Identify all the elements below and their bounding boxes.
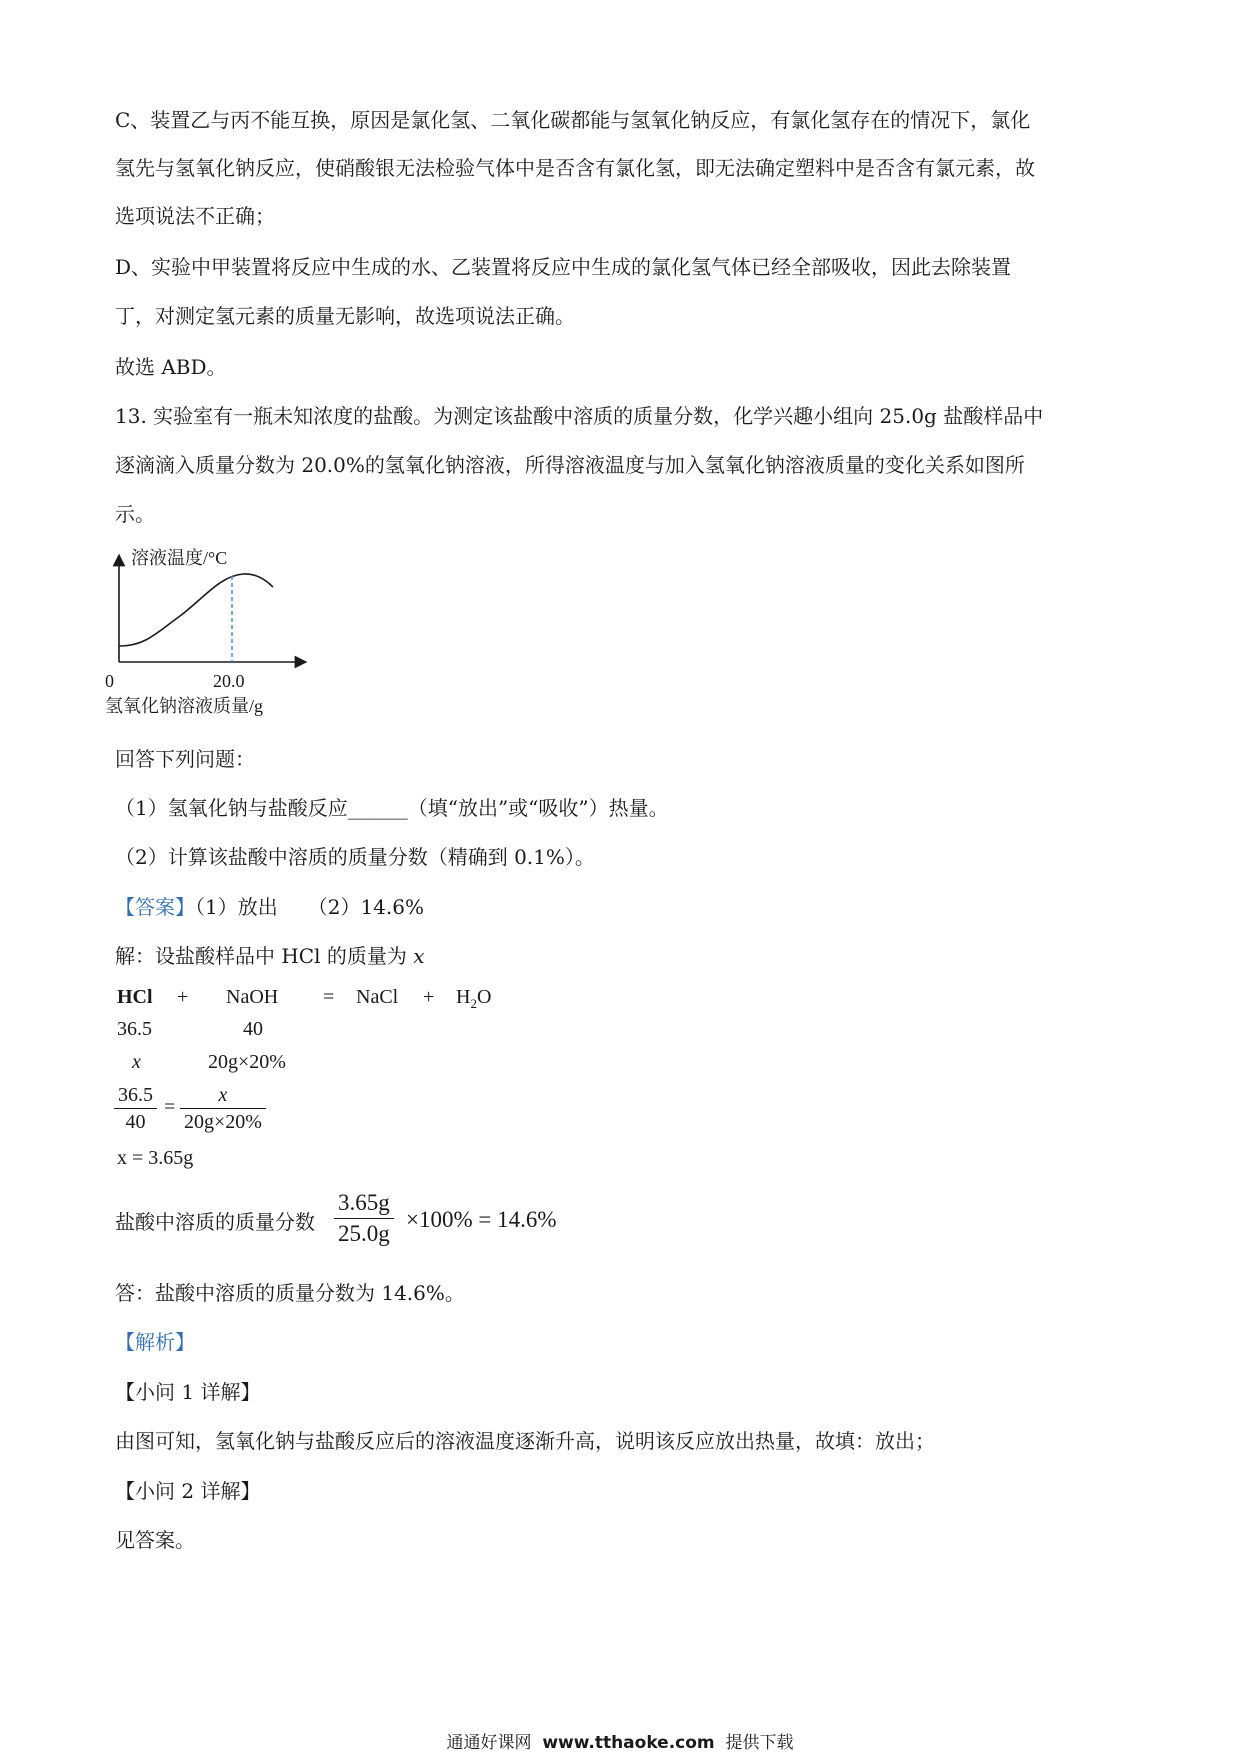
eq-plus-2: + bbox=[423, 986, 435, 1008]
question-13-line-1: 13. 实验室有一瓶未知浓度的盐酸。为测定该盐酸中溶质的质量分数，化学兴趣小组向 25.0g 盐酸样品中 bbox=[115, 404, 1044, 428]
ratio-equals: = bbox=[164, 1096, 176, 1118]
option-d-line-2: 丁，对测定氢元素的质量无影响，故选项说法正确。 bbox=[115, 304, 575, 328]
result-x: x = 3.65g bbox=[117, 1147, 194, 1169]
conclusion: 答：盐酸中溶质的质量分数为 14.6%。 bbox=[115, 1281, 465, 1305]
answer-text: （1）放出 （2）14.6% bbox=[195, 895, 424, 919]
footer-suffix: 提供下载 bbox=[725, 1733, 794, 1753]
ratio-fraction-left: $\frac{36.5}{40}$ bbox=[114, 1083, 157, 1134]
eq-var-x: x bbox=[132, 1051, 141, 1073]
solution-intro: 解：设盐酸样品中 HCl 的质量为 x bbox=[115, 944, 425, 968]
temperature-curve bbox=[119, 574, 273, 646]
option-c-line-3: 选项说法不正确； bbox=[115, 204, 275, 228]
temperature-curve-figure bbox=[105, 542, 335, 717]
eq-naoh: NaOH bbox=[226, 986, 279, 1008]
ratio-fraction-right: $\frac{x}{20g\times 20\%}$ bbox=[180, 1083, 266, 1134]
eq-equals: = bbox=[323, 986, 335, 1008]
question-13-line-3: 示。 bbox=[115, 502, 155, 526]
eq-hcl: HCl bbox=[117, 986, 153, 1008]
footer-url-link[interactable]: www.tthaoke.com bbox=[542, 1733, 715, 1753]
eq-plus-1: + bbox=[177, 986, 189, 1008]
eq-h2o: $H_2O$ bbox=[456, 986, 492, 1011]
answer-line bbox=[115, 894, 424, 920]
analysis-tag: 【解析】 bbox=[115, 1330, 195, 1354]
question-13-line-2: 逐滴滴入质量分数为 20.0%的氢氧化钠溶液，所得溶液温度与加入氢氧化钠溶液质量的变化关系如图所 bbox=[115, 453, 1025, 477]
detail-1-tag: 【小问 1 详解】 bbox=[115, 1380, 261, 1404]
answer-tag: 【答案】 bbox=[115, 895, 195, 919]
mass-fraction-tail: ×100% = 14.6% bbox=[406, 1207, 557, 1232]
footer-site-name: 通通好课网 bbox=[446, 1733, 532, 1753]
x-tick-label: 20.0 bbox=[213, 671, 245, 691]
eq-mr-hcl: 36.5 bbox=[117, 1018, 152, 1040]
option-c-line-1: C、装置乙与丙不能互换，原因是氯化氢、二氧化碳都能与氢氧化钠反应，有氯化氢存在的情况下，氯化 bbox=[115, 108, 1031, 132]
answer-intro: 回答下列问题： bbox=[115, 747, 255, 771]
sub-question-2: （2）计算该盐酸中溶质的质量分数（精确到 0.1%）。 bbox=[115, 845, 595, 869]
eq-mr-naoh: 40 bbox=[243, 1018, 263, 1040]
eq-naoh-mass: 20g×20% bbox=[208, 1051, 286, 1073]
detail-1-text: 由图可知，氢氧化钠与盐酸反应后的溶液温度逐渐升高，说明该反应放出热量，故填：放出； bbox=[115, 1429, 935, 1453]
answer-choice: 故选 ABD。 bbox=[115, 355, 227, 379]
detail-2-text: 见答案。 bbox=[115, 1528, 195, 1552]
y-axis-label: 溶液温度/°C bbox=[131, 548, 228, 568]
option-d-line-1: D、实验中甲装置将反应中生成的水、乙装置将反应中生成的氯化氢气体已经全部吸收，因此去除装置 bbox=[115, 255, 1012, 279]
x-origin-label: 0 bbox=[105, 671, 114, 691]
eq-nacl: NaCl bbox=[356, 986, 399, 1008]
option-c-line-2: 氢先与氢氧化钠反应，使硝酸银无法检验气体中是否含有氯化氢，即无法确定塑料中是否含有氯元素，故 bbox=[115, 156, 1035, 180]
mass-fraction-label: 盐酸中溶质的质量分数 bbox=[115, 1210, 315, 1234]
mass-fraction-fraction: $\frac{3.65g}{25.0g}$ bbox=[334, 1189, 394, 1248]
page-footer bbox=[0, 1728, 1240, 1753]
detail-2-tag: 【小问 2 详解】 bbox=[115, 1479, 261, 1503]
x-axis-label: 氢氧化钠溶液质量/g bbox=[105, 696, 264, 716]
sub-question-1: （1）氢氧化钠与盐酸反应______（填“放出”或“吸收”）热量。 bbox=[115, 796, 669, 820]
